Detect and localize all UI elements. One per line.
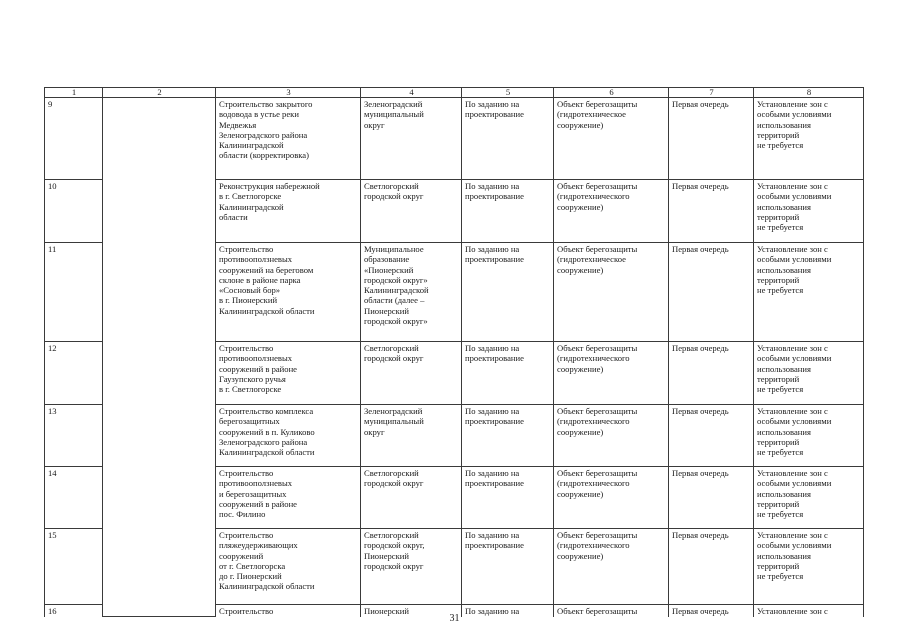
object-zones: Установление зон с особыми условиями использования территорий не требуется [754,405,864,467]
column-header: 3 [216,88,361,98]
object-name: Реконструкция набережной в г. Светлогорске Калининградской области [216,180,361,243]
row-number: 12 [45,342,103,405]
column-header: 2 [103,88,216,98]
object-zones: Установление зон с особыми условиями использования территорий не требуется [754,98,864,180]
object-location: Пионерский [361,605,462,617]
table-header-row [45,88,864,98]
object-type: Объект берегозащиты (гидротехнического сооружение) [554,342,669,405]
object-stage: Первая очередь [669,467,754,529]
row-number: 16 [45,605,103,617]
object-location: Светлогорский городской округ [361,342,462,405]
object-zones: Установление зон с [754,605,864,617]
object-name: Строительство пляжеудерживающих сооружений от г. Светлогорска до г. Пионерский Калининградской области [216,529,361,605]
column-header: 4 [361,88,462,98]
object-stage: Первая очередь [669,98,754,180]
object-stage: Первая очередь [669,342,754,405]
object-location: Зеленоградский муниципальный округ [361,405,462,467]
row-number: 15 [45,529,103,605]
object-location: Зеленоградский муниципальный округ [361,98,462,180]
row-number: 13 [45,405,103,467]
object-location: Светлогорский городской округ, Пионерский городской округ [361,529,462,605]
object-basis: По заданию на проектирование [462,405,554,467]
row-number: 10 [45,180,103,243]
object-basis: По заданию на [462,605,554,617]
column-header: 6 [554,88,669,98]
object-zones: Установление зон с особыми условиями использования территорий не требуется [754,180,864,243]
object-stage: Первая очередь [669,605,754,617]
object-type: Объект берегозащиты (гидротехническое сооружение) [554,98,669,180]
row-number: 14 [45,467,103,529]
object-basis: По заданию на проектирование [462,342,554,405]
object-stage: Первая очередь [669,243,754,342]
object-name: Строительство противооползневых сооружений в районе Гаузупского ручья в г. Светлогорске [216,342,361,405]
object-basis: По заданию на проектирование [462,98,554,180]
object-name: Строительство противооползневых и берегозащитных сооружений в районе пос. Филино [216,467,361,529]
object-type: Объект берегозащиты (гидротехнического сооружение) [554,529,669,605]
object-basis: По заданию на проектирование [462,243,554,342]
object-name: Строительство противооползневых сооружений на береговом склоне в районе парка «Сосновый бор» в г. Пионерский Калининградской области [216,243,361,342]
row-number: 11 [45,243,103,342]
objects-table [44,87,864,617]
object-type: Объект берегозащиты (гидротехническое сооружение) [554,243,669,342]
object-name: Строительство [216,605,361,617]
column-header: 8 [754,88,864,98]
object-basis: По заданию на проектирование [462,180,554,243]
object-type: Объект берегозащиты (гидротехнического сооружение) [554,405,669,467]
object-stage: Первая очередь [669,529,754,605]
object-location: Светлогорский городской округ [361,467,462,529]
object-stage: Первая очередь [669,180,754,243]
object-zones: Установление зон с особыми условиями использования территорий не требуется [754,342,864,405]
object-location: Муниципальное образование «Пионерский городской округ» Калининградской области (далее – Пионерский городской округ» [361,243,462,342]
object-zones: Установление зон с особыми условиями использования территорий не требуется [754,529,864,605]
object-type: Объект берегозащиты (гидротехнического сооружение) [554,180,669,243]
column-header: 7 [669,88,754,98]
column-header: 1 [45,88,103,98]
object-type: Объект берегозащиты [554,605,669,617]
object-zones: Установление зон с особыми условиями использования территорий не требуется [754,243,864,342]
table-row [45,98,864,180]
object-location: Светлогорский городской округ [361,180,462,243]
object-zones: Установление зон с особыми условиями использования территорий не требуется [754,467,864,529]
column-header: 5 [462,88,554,98]
merged-empty-cell [103,98,216,617]
object-basis: По заданию на проектирование [462,529,554,605]
object-type: Объект берегозащиты (гидротехнического сооружение) [554,467,669,529]
object-stage: Первая очередь [669,405,754,467]
object-name: Строительство комплекса берегозащитных сооружений в п. Куликово Зеленоградского района Калининградской области [216,405,361,467]
page-number: 31 [449,613,460,624]
row-number: 9 [45,98,103,180]
object-name: Строительство закрытого водовода в устье реки Медвежья Зеленоградского района Калининградской области (корректировка) [216,98,361,180]
object-basis: По заданию на проектирование [462,467,554,529]
